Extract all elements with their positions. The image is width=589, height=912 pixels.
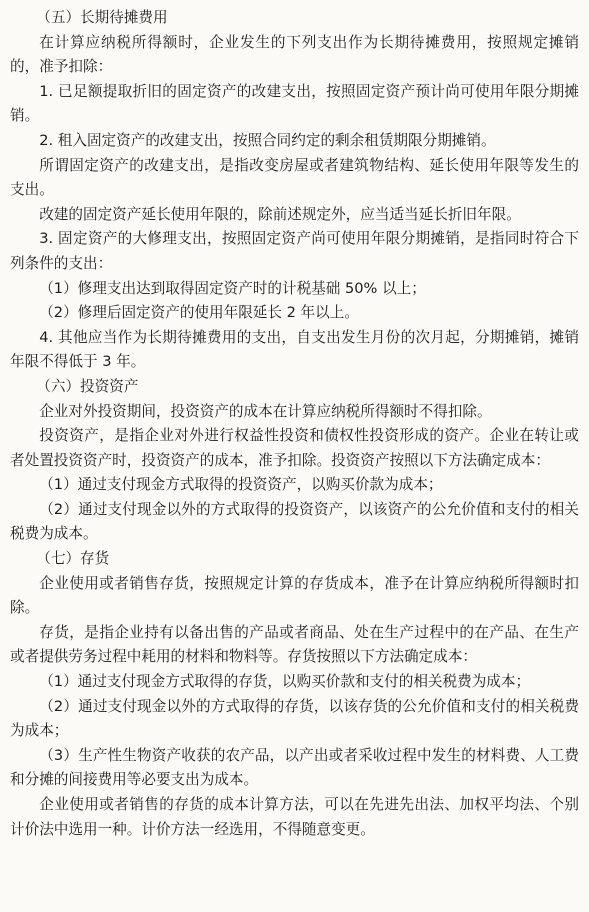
list-item: 2. 租入固定资产的改建支出，按照合同约定的剩余租赁期限分期摊销。 bbox=[39, 131, 496, 149]
section-heading-6: （六）投资资产 bbox=[36, 377, 139, 395]
sub-list-item: （1）通过支付现金方式取得的存货，以购买价款和支付的相关税费为成本； bbox=[39, 673, 531, 691]
sub-list-item: （3）生产性生物资产收获的农产品，以产出或者采收过程中发生的材料费、人工费和分摊的间接费用等必要支出为成本。 bbox=[10, 746, 579, 789]
list-item: 1. 已足额提取折旧的固定资产的改建支出，按照固定资产预计尚可使用年限分期摊销。 bbox=[10, 82, 579, 125]
paragraph: 企业使用或者销售的存货的成本计算方法，可以在先进先出法、加权平均法、个别计价法中选用一种。计价方法一经选用，不得随意变更。 bbox=[10, 796, 579, 838]
list-item: 3. 固定资产的大修理支出，按照固定资产尚可使用年限分期摊销，是指同时符合下列条件的支出： bbox=[10, 230, 579, 272]
paragraph: 投资资产，是指企业对外进行权益性投资和债权性投资形成的资产。企业在转让或者处置投资资产时，投资资产的成本，准予扣除。投资资产按照以下方法确定成本： bbox=[10, 427, 579, 469]
section-heading-7: （七）存货 bbox=[36, 550, 110, 568]
paragraph: 改建的固定资产延长使用年限的，除前述规定外，应当适当延长折旧年限。 bbox=[39, 205, 521, 223]
section-heading-5: （五）长期待摊费用 bbox=[36, 9, 168, 26]
sub-list-item: （1）通过支付现金方式取得的投资资产，以购买价款为成本； bbox=[39, 476, 443, 494]
sub-list-item: （1）修理支出达到取得固定资产时的计税基础 50% 以上； bbox=[39, 279, 426, 297]
paragraph: 存货，是指企业持有以备出售的产品或者商品、处在生产过程中的在产品、在生产或者提供劳务过程中耗用的材料和物料等。存货按照以下方法确定成本： bbox=[10, 623, 579, 666]
sub-list-item: （2）通过支付现金以外的方式取得的投资资产，以该资产的公允价值和支付的相关税费为成本。 bbox=[10, 500, 579, 543]
list-item: 4. 其他应当作为长期待摊费用的支出，自支出发生月份的次月起，分期摊销，摊销年限不得低于 3 年。 bbox=[10, 328, 579, 371]
paragraph: 所谓固定资产的改建支出，是指改变房屋或者建筑物结构、延长使用年限等发生的支出。 bbox=[10, 156, 579, 199]
paragraph: 在计算应纳税所得额时，企业发生的下列支出作为长期待摊费用，按照规定摊销的，准予扣除： bbox=[10, 33, 579, 76]
sub-list-item: （2）通过支付现金以外的方式取得的存货，以该存货的公允价值和支付的相关税费为成本； bbox=[10, 697, 579, 740]
paragraph: 企业对外投资期间，投资资产的成本在计算应纳税所得额时不得扣除。 bbox=[39, 402, 492, 420]
sub-list-item: （2）修理后固定资产的使用年限延长 2 年以上。 bbox=[39, 304, 359, 322]
paragraph: 企业使用或者销售存货，按照规定计算的存货成本，准予在计算应纳税所得额时扣除。 bbox=[10, 574, 579, 617]
